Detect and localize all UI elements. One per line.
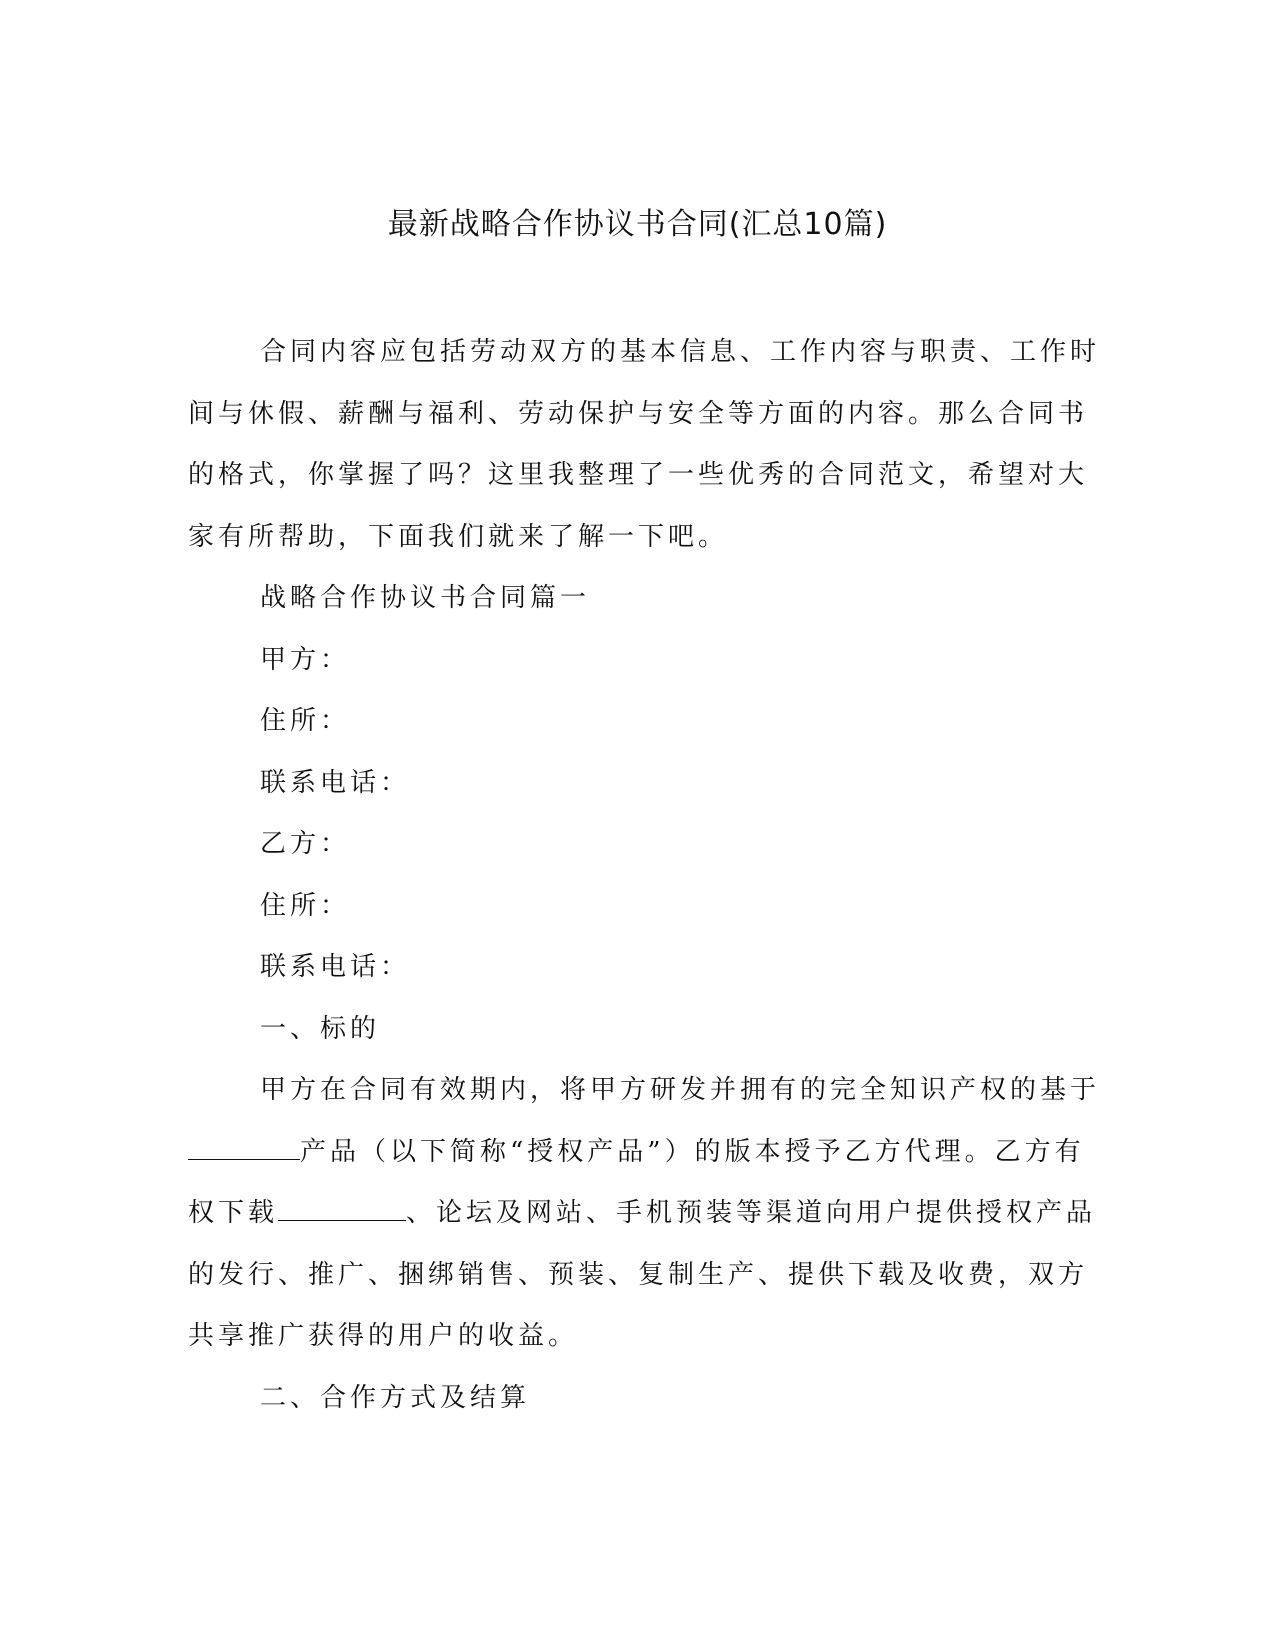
clause-1-line: 共享推广获得的用户的收益。 — [188, 1321, 579, 1351]
intro-line: 合同内容应包括劳动双方的基本信息、工作内容与职责、工作时 — [260, 337, 1101, 367]
section-heading: 战略合作协议书合同篇一 — [260, 583, 591, 613]
intro-line: 间与休假、薪酬与福利、劳动保护与安全等方面的内容。那么合同书 — [188, 398, 1089, 429]
party-b-label: 乙方： — [260, 829, 351, 859]
clause-1-text: 权下载 — [188, 1198, 279, 1228]
clause-1-text: 产品（以下简称“授权产品”）的版本授予乙方代理。乙方有 — [300, 1136, 1085, 1167]
document-body — [188, 322, 1101, 1429]
intro-line: 家有所帮助，下面我们就来了解一下吧。 — [188, 521, 729, 552]
party-a-label: 甲方： — [260, 644, 351, 675]
party-a-phone-label: 联系电话： — [260, 767, 411, 798]
clause-2-heading: 二、合作方式及结算 — [260, 1382, 531, 1413]
document-title: 最新战略合作协议书合同(汇总10篇) — [387, 207, 888, 242]
fill-in-blank — [188, 1137, 300, 1160]
party-b-phone-label: 联系电话： — [260, 952, 411, 982]
intro-line: 的格式，你掌握了吗？这里我整理了一些优秀的合同范文，希望对大 — [188, 460, 1089, 490]
party-a-address-label: 住所： — [260, 706, 351, 736]
clause-1-paragraph — [188, 1060, 1101, 1368]
clause-1-line: 甲方在合同有效期内，将甲方研发并拥有的完全知识产权的基于 — [260, 1075, 1101, 1105]
intro-paragraph — [188, 322, 1101, 568]
clause-1-line: 的发行、推广、捆绑销售、预装、复制生产、提供下载及收费，双方 — [188, 1259, 1089, 1290]
clause-1-heading: 一、标的 — [260, 1013, 381, 1044]
clause-1-line — [188, 1122, 1088, 1184]
clause-1-line — [188, 1183, 1097, 1245]
clause-1-text: 、论坛及网站、手机预装等渠道向用户提供授权产品 — [406, 1198, 1097, 1228]
fill-in-blank — [278, 1198, 406, 1221]
party-b-address-label: 住所： — [260, 890, 351, 921]
